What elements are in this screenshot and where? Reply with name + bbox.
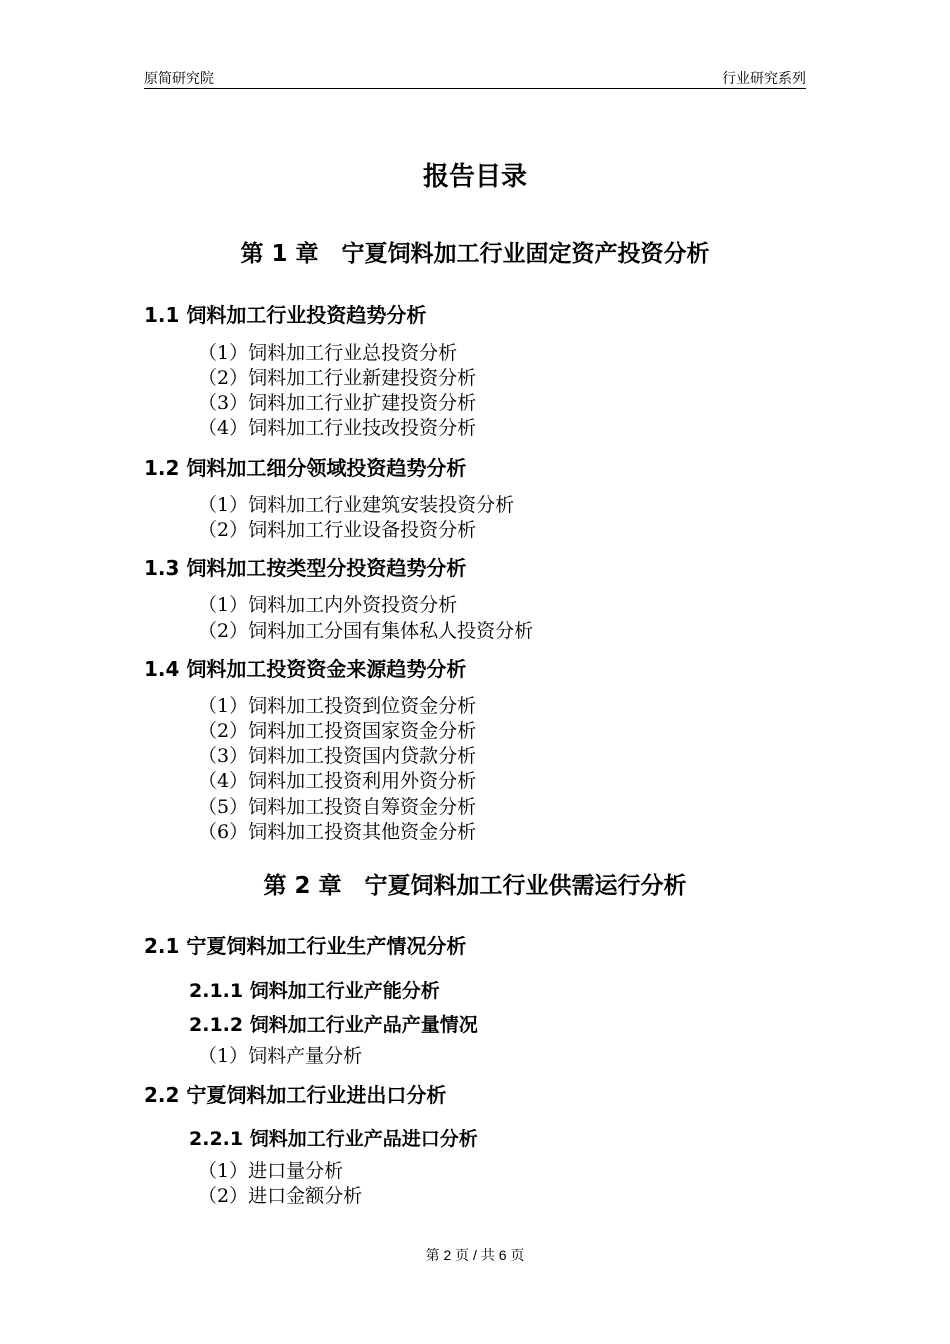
list-item: （1）饲料加工行业建筑安装投资分析 (198, 494, 515, 516)
list-item: （1）饲料产量分析 (198, 1045, 363, 1067)
page-footer: 第 2 页 / 共 6 页 (425, 1247, 525, 1263)
list-item: （3）饲料加工行业扩建投资分析 (198, 392, 477, 414)
list-item: （2）饲料加工分国有集体私人投资分析 (198, 620, 534, 642)
list-item: （2）进口金额分析 (198, 1185, 363, 1207)
chapter-1-title: 第 1 章 宁夏饲料加工行业固定资产投资分析 (240, 241, 710, 267)
subsection-2-2-1: 2.2.1 饲料加工行业产品进口分析 (189, 1128, 478, 1150)
section-2-1: 2.1 宁夏饲料加工行业生产情况分析 (144, 934, 467, 958)
list-item: （5）饲料加工投资自筹资金分析 (198, 796, 477, 818)
header-org: 原简研究院 (144, 70, 214, 86)
list-item: （1）饲料加工行业总投资分析 (198, 342, 458, 364)
list-item: （2）饲料加工行业设备投资分析 (198, 519, 477, 541)
list-item: （1）饲料加工投资到位资金分析 (198, 695, 477, 717)
header-series: 行业研究系列 (722, 70, 806, 86)
list-item: （1）进口量分析 (198, 1160, 344, 1182)
subsection-2-1-1: 2.1.1 饲料加工行业产能分析 (189, 980, 440, 1002)
section-1-3: 1.3 饲料加工按类型分投资趋势分析 (144, 556, 467, 580)
section-1-4: 1.4 饲料加工投资资金来源趋势分析 (144, 657, 467, 681)
list-item: （4）饲料加工投资利用外资分析 (198, 770, 477, 792)
section-2-2: 2.2 宁夏饲料加工行业进出口分析 (144, 1083, 447, 1107)
section-1-2: 1.2 饲料加工细分领域投资趋势分析 (144, 456, 467, 480)
page-header (144, 66, 806, 89)
list-item: （1）饲料加工内外资投资分析 (198, 594, 458, 616)
section-1-1: 1.1 饲料加工行业投资趋势分析 (144, 303, 427, 327)
report-toc-title: 报告目录 (422, 162, 527, 192)
list-item: （6）饲料加工投资其他资金分析 (198, 821, 477, 843)
list-item: （4）饲料加工行业技改投资分析 (198, 417, 477, 439)
chapter-2-title: 第 2 章 宁夏饲料加工行业供需运行分析 (263, 873, 687, 899)
list-item: （2）饲料加工投资国家资金分析 (198, 720, 477, 742)
list-item: （2）饲料加工行业新建投资分析 (198, 367, 477, 389)
list-item: （3）饲料加工投资国内贷款分析 (198, 745, 477, 767)
subsection-2-1-2: 2.1.2 饲料加工行业产品产量情况 (189, 1014, 478, 1036)
